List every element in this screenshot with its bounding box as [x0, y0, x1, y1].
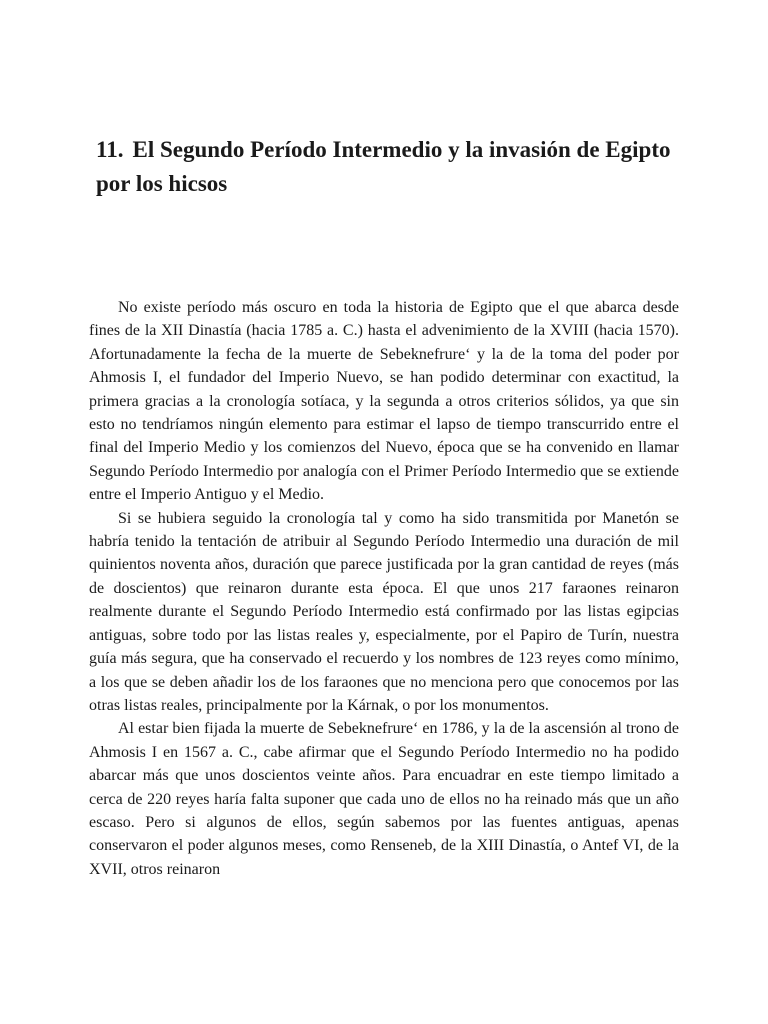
paragraph: No existe período más oscuro en toda la historia de Egipto que el que abarca desde fines de la XII Dinastía (hacia 1785 a. C.) hasta el advenimiento de la XVIII (hacia 1570). Afortunadamente la fecha de la muerte de Sebeknefrure‘ y la de la toma del poder por Ahmosis I, el fundador del Imperio Nuevo, se han podido determinar con exactitud, la primera gracias a la cronología sotíaca, y la segunda a otros criterios sólidos, ya que sin esto no tendríamos ningún elemento para estimar el lapso de tiempo transcurrido entre el final del Imperio Medio y los comienzos del Nuevo, época que se ha convenido en llamar Segundo Período Intermedio por analogía con el Primer Período Intermedio que se extiende entre el Imperio Antiguo y el Medio. [89, 299, 679, 504]
paragraph: Al estar bien fijada la muerte de Sebeknefrure‘ en 1786, y la de la ascensión al trono de Ahmosis I en 1567 a. C., cabe afirmar que el Segundo Período Intermedio no ha podido abarcar más que unos doscientos veinte años. Para encuadrar en este tiempo limitado a cerca de 220 reyes haría falta suponer que cada uno de ellos no ha reinado más que un año escaso. Pero si algunos de ellos, según sabemos por las fuentes antiguas, apenas conservaron el poder algunos meses, como Renseneb, de la XIII Dinastía, o Antef VI, de la XVII, otros reinaron [89, 720, 679, 878]
chapter-heading [96, 133, 696, 201]
paragraph: Si se hubiera seguido la cronología tal y como ha sido transmitida por Manetón se habría tenido la tentación de atribuir al Segundo Período Intermedio una duración de mil quinientos noventa años, duración que parece justificada por la gran cantidad de reyes (más de doscientos) que reinaron durante esta época. El que unos 217 faraones reinaron realmente durante el Segundo Período Intermedio está confirmado por las listas egipcias antiguas, sobre todo por las listas reales y, especialmente, por el Papiro de Turín, nuestra guía más segura, que ha conservado el recuerdo y los nombres de 123 reyes como mínimo, a los que se deben añadir los de los faraones que no menciona pero que conocemos por las otras listas reales, principalmente por la Kárnak, o por los monumentos. [89, 509, 679, 714]
chapter-body [89, 296, 679, 881]
chapter-number: 11. [96, 137, 124, 162]
chapter-title: El Segundo Período Intermedio y la invasión de Egipto por los hicsos [96, 137, 671, 196]
